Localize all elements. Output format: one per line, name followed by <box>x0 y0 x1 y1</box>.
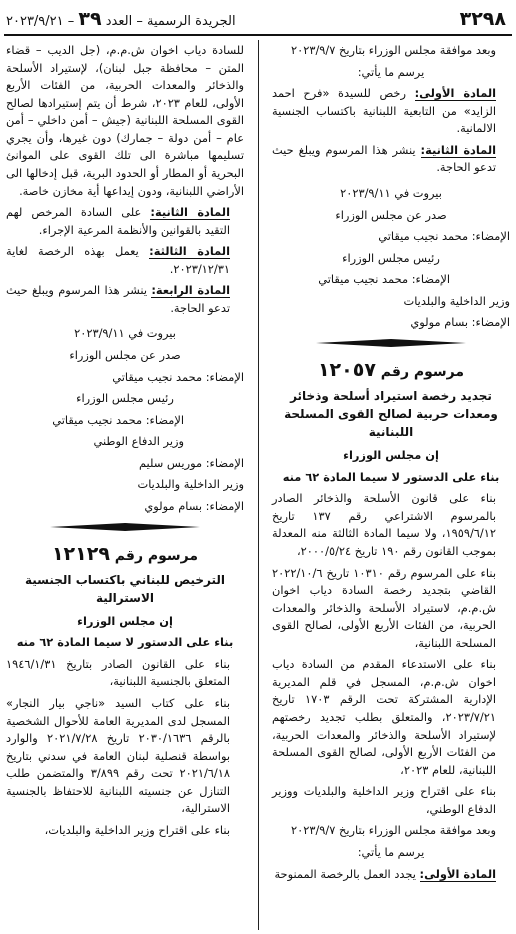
gazette-title <box>6 8 236 30</box>
whereas-clause: بناء على الاستدعاء المقدم من السادة دياب اخوان ش.م.م، المسجل في قلم المديرية الإدارية المشتركة تحت الرقم ١٧٠٣ تاريخ ٢٠٢٣/٧/٢١، والمتعلق بطلب تجديد رخصتهم لإستيراد الأسلحة والذخائر والمعدات الحربية، من الفئات الأربع الأولى، لصالح القوى المسلحة اللبنانية، للعام ٢٠٢٣، <box>272 657 496 777</box>
whereas-clause: بناء على اقتراح وزير الداخلية والبلديات، <box>44 822 230 837</box>
signatory-title: وزير الداخلية والبلديات <box>137 477 244 492</box>
article-text: يجدد العمل بالرخصة الممنوحة <box>274 866 416 881</box>
header-rule <box>4 34 512 36</box>
gazette-prefix: الجريدة الرسمية – العدد <box>105 14 236 29</box>
article-2 <box>272 142 510 177</box>
issued-by: صدر عن مجلس الوزراء <box>69 348 181 362</box>
council-heading: إن مجلس الوزراء <box>343 448 439 463</box>
decree-prefix: مرسوم رقم <box>114 547 199 564</box>
section-separator <box>6 522 244 532</box>
decree-prefix: مرسوم رقم <box>380 363 465 380</box>
whereas-clause: بناء على قانون الأسلحة والذخائر الصادر بالمرسوم الاشتراعي رقم ١٣٧ تاريخ ١٩٥٩/٦/١٢، ولا سيما المادة الثالثة منه المعدلة بموجب القانون رقم ١٩٠ تاريخ ٢٠٠٠/٥/٢٤، <box>272 491 497 558</box>
article-label: المادة الأولى: <box>419 866 496 881</box>
article-label: المادة الثانية: <box>420 142 497 157</box>
article-continuation: للسادة دياب اخوان ش.م.م، (جل الديب – قضاء المتن – محافظة جبل لبنان)، لإستيراد الأسلحة والذخائر والمعدات الحربية، من الفئات الأربع الأولى، للعام ٢٠٢٣، شرط أن يتم إستيرادها لصالح القوى المسلحة اللبنانية (جيش – أمن داخلي – أمن عام – أمن دولة – جمارك) دون غيرها، وأن يجري تسليمها مباشرة الى تلك القوى على الموانئ البحرية أو المطار أو الحدود البرية، قبل إدخالها الى الأراضي اللبنانية، ودون إيداعها أية مخازن خاصة. <box>6 43 244 198</box>
signature: الإمضاء: محمد نجيب ميقاتي <box>52 412 184 427</box>
whereas-clause: بناء على القانون الصادر بتاريخ ١٩٤٦/١/٣١ المتعلق بالجنسية اللبنانية، <box>6 656 230 689</box>
decree-number: ١٢٠٥٧ <box>317 358 376 381</box>
council-heading: إن مجلس الوزراء <box>77 613 173 628</box>
article-text: على السادة المرخص لهم التقيد بالقوانين والأنظمة المرعية الإجراء. <box>6 205 230 237</box>
issue-number: ٣٩ <box>78 8 102 30</box>
section-separator <box>272 338 510 348</box>
signature: الإمضاء: محمد نجيب ميقاتي <box>378 229 510 244</box>
article-1 <box>272 866 510 884</box>
article-3 <box>6 243 244 278</box>
approval-text: وبعد موافقة مجلس الوزراء بتاريخ ٢٠٢٣/٩/٧ <box>291 43 496 57</box>
article-text: ينشر هذا المرسوم ويبلغ حيث تدعو الحاجة. <box>272 142 496 175</box>
whereas-clause: بناء على كتاب السيد «ناجي بيار النجار» المسجل لدى المديرية العامة للأحوال الشخصية بالرقم ٢٠٣٠/١٦٣٦ تاريخ ٢٠٢١/٧/٢٨ والوارد بواسطة قنصلية لبنان العامة في سدني بتاريخ ٢٠٢١/٦/١٨ تحت رقم ٣/٨٩٩ والمتضمن طلب التنازل عن جنسيته اللبنانية للاحتفاظ بالجنسية الاسترالية، <box>6 696 230 816</box>
approval-text: وبعد موافقة مجلس الوزراء بتاريخ ٢٠٢٣/٩/٧ <box>291 823 496 838</box>
column-divider <box>258 40 259 930</box>
decree-heading <box>6 540 244 569</box>
decree-number: ١٢١٢٩ <box>51 542 110 565</box>
signature: الإمضاء: محمد نجيب ميقاتي <box>318 272 450 287</box>
page-number: ٣٢٩٨ <box>459 8 506 30</box>
issued-by: صدر عن مجلس الوزراء <box>335 207 447 222</box>
article-label: المادة الأولى: <box>414 86 497 101</box>
signature: الإمضاء: محمد نجيب ميقاتي <box>112 369 244 384</box>
decree-title: تجديد رخصة استيراد أسلحة وذخائر ومعدات حربية لصالح القوى المسلحة اللبنانية <box>284 389 498 440</box>
place-date: بيروت في ٢٠٢٣/٩/١١ <box>74 326 176 341</box>
decree-heading <box>272 356 510 385</box>
signature: الإمضاء: بسام مولوي <box>144 498 244 513</box>
right-column <box>272 42 510 887</box>
article-1 <box>272 85 510 138</box>
article-4 <box>6 282 244 317</box>
article-label: المادة الثانية: <box>150 205 230 220</box>
left-column <box>6 42 244 844</box>
article-text: رخص للسيدة «فرح احمد الزايد» من التابعية اللبنانية باكتساب الجنسية الالمانية. <box>272 86 496 136</box>
signatory-title: رئيس مجلس الوزراء <box>76 391 174 406</box>
signatory-title: وزير الداخلية والبلديات <box>403 293 510 308</box>
whereas-clause: بناء على اقتراح وزير الداخلية والبلديات ووزير الدفاع الوطني، <box>272 784 496 816</box>
signatory-title: رئيس مجلس الوزراء <box>342 250 440 265</box>
article-text: ينشر هذا المرسوم ويبلغ حيث تدعو الحاجة. <box>6 283 230 315</box>
article-label: المادة الثالثة: <box>149 244 230 259</box>
decree-phrase: يرسم ما يأتي: <box>357 64 425 79</box>
page-header <box>0 0 516 36</box>
constitution-clause: بناء على الدستور لا سيما المادة ٦٢ منه <box>282 469 500 484</box>
article-label: المادة الرابعة: <box>151 283 230 298</box>
signature: الإمضاء: موريس سليم <box>138 455 244 470</box>
whereas-clause: بناء على المرسوم رقم ١٠٣١٠ تاريخ ٢٠٢٢/١٠/٦ القاضي بتجديد رخصة السادة دياب اخوان ش.م.م، لاستيراد الأسلحة والذخائر والمعدات الحربية، من الفئات الأربع الأولى، لصالح القوى المسلحة اللبنانية، <box>272 565 496 650</box>
signature: الإمضاء: بسام مولوي <box>410 315 510 330</box>
decree-phrase: يرسم ما يأتي: <box>357 844 425 859</box>
article-2 <box>6 204 244 239</box>
article-text: يعمل بهذه الرخصة لغاية ٢٠٢٣/١٢/٣١. <box>6 244 230 276</box>
issue-date: – ٢٠٢٣/٩/٢١ <box>6 14 75 29</box>
constitution-clause: بناء على الدستور لا سيما المادة ٦٢ منه <box>16 635 234 650</box>
signatory-title: وزير الدفاع الوطني <box>93 434 184 449</box>
place-date: بيروت في ٢٠٢٣/٩/١١ <box>340 185 442 200</box>
decree-title: الترخيص للبناني باكتساب الجنسية الاسترالية <box>24 572 225 605</box>
